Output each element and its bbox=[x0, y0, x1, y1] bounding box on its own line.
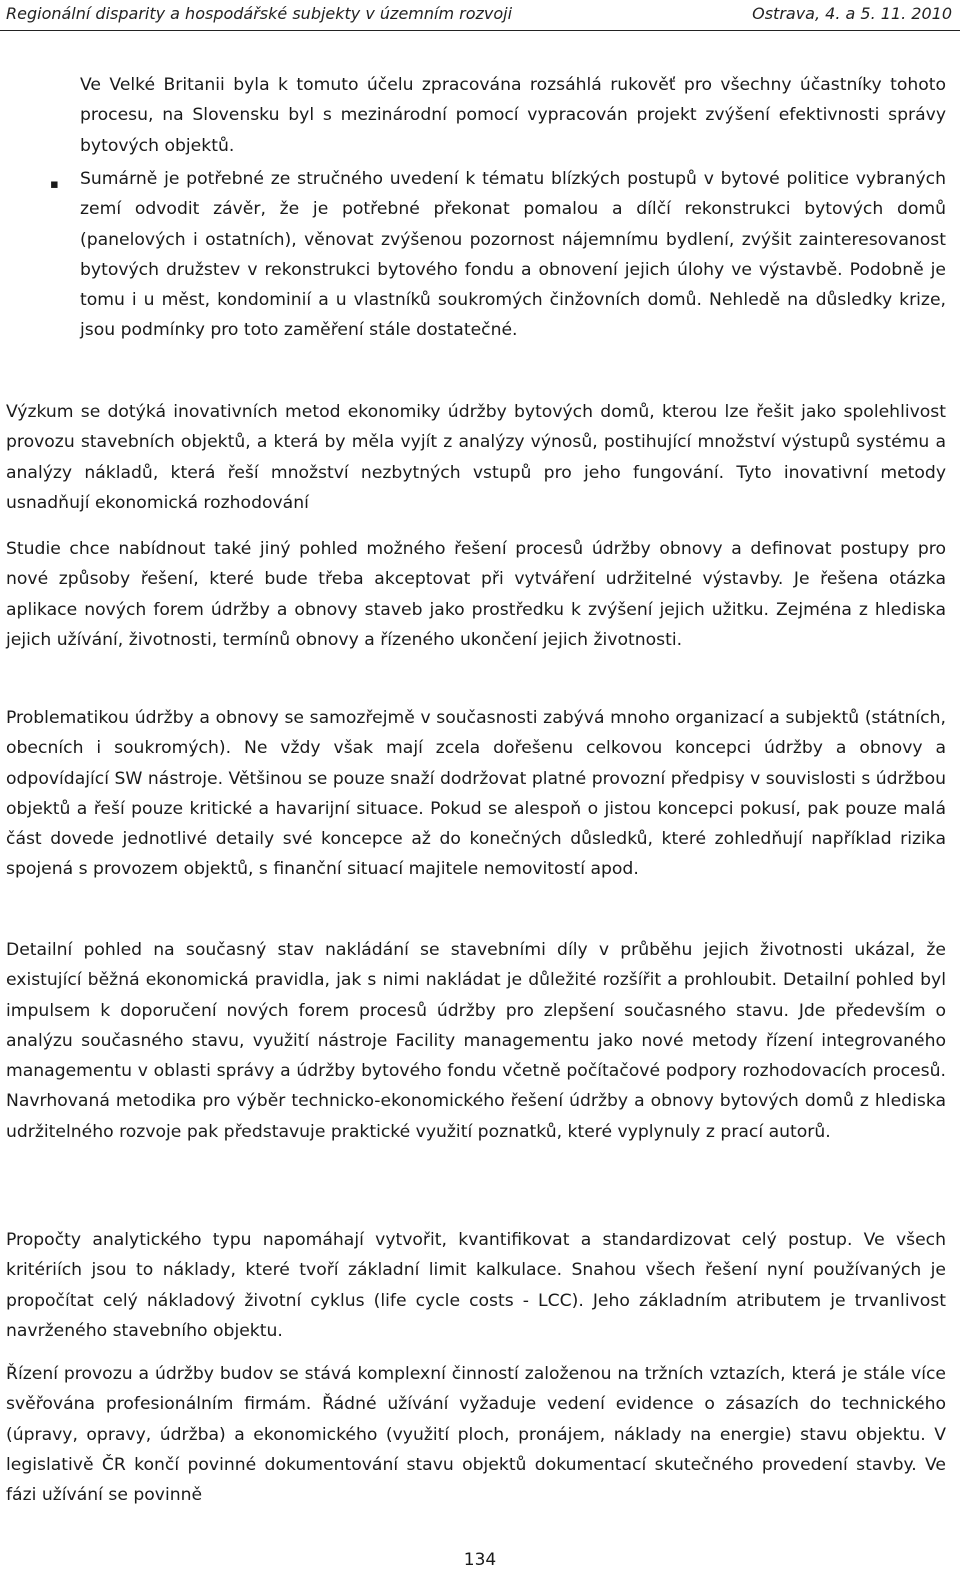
bullet-square-icon: ▪ bbox=[50, 177, 59, 192]
paragraph-detailed-view: Detailní pohled na současný stav nakládání se stavebními díly v průběhu jejich životnosti ukázal, že existující běžná ekonomická pravidla, jak s nimi nakládat je důležité rozšířit a prohloubit. Detailní pohled byl impulsem k doporučení nových forem procesů údržby pro zlepšení současného stavu. Jde především o analýzu současného stavu, využití nástroje Facility managementu jako nové metody řízení integrovaného managementu v oblasti správy a údržby bytového fondu včetně počítačové podpory rozhodovacích procesů. Navrhovaná metodika pro výběr technicko-ekonomického řešení údržby a obnovy bytových domů z hlediska udržitelného rozvoje pak představuje praktické využití poznatků, které vyplynuly z prací autorů. bbox=[6, 940, 946, 1142]
paragraph-operations: Řízení provozu a údržby budov se stává komplexní činností založenou na tržních vztazích, která je stále více svěřována profesionálním firmám. Řádné užívání vyžaduje vedení evidence o zásazích do technického (úpravy, opravy, údržba) a ekonomického (využití ploch, pronájem, náklady na energie) stavu objektu. V legislativě ČR končí povinné dokumentování stavu objektů dokumentací skutečného provedení stavby. Ve fázi užívání se povinně bbox=[6, 1364, 946, 1506]
paragraph-calculations: Propočty analytického typu napomáhají vytvořit, kvantifikovat a standardizovat celý postup. Ve všech kritériích jsou to náklady, které tvoří základní limit kalkulace. Snahou všech řešení nyní používaných je propočítat celý nákladový životní cyklus (life cycle costs - LCC). Jeho základním atributem je trvanlivost navrženého stavebního objektu. bbox=[6, 1230, 946, 1341]
page-number: 134 bbox=[463, 1550, 497, 1570]
paragraph-problems: Problematikou údržby a obnovy se samozřejmě v současnosti zabývá mnoho organizací a subjektů (státních, obecních i soukromých). Ne vždy však mají zcela dořešenu celkovou koncepci údržby a obnovy a odpovídající SW nástroje. Většinou se pouze snaží dodržovat platné provozní předpisy v souvislosti s údržbou objektů a řeší pouze kritické a havarijní situace. Pokud se alespoň o jistou koncepci pokusí, pak pouze malá část dovede jednotlivé detaily své koncepce až do konečných důsledků, které zohledňují například rizika spojená s provozem objektů, s finanční situací majitele nemovitostí apod. bbox=[6, 708, 946, 880]
paragraph-study: Studie chce nabídnout také jiný pohled možného řešení procesů údržby obnovy a definovat postupy pro nové způsoby řešení, které bude třeba akceptovat při vytváření udržitelné výstavby. Je řešena otázka aplikace nových forem údržby a obnovy staveb jako prostředku k zvýšení jejich užitku. Zejména z hlediska jejich užívání, životnosti, termínů obnovy a řízeného ukončení jejich životnosti. bbox=[6, 539, 946, 650]
running-header bbox=[0, 0, 960, 31]
paragraph-uk-slovakia: Ve Velké Britanii byla k tomuto účelu zpracována rozsáhlá rukověť pro všechny účastníky tohoto procesu, na Slovensku byl s mezinárodní pomocí vypracován projekt zvýšení efektivnosti správy bytových objektů. bbox=[80, 75, 946, 156]
paragraph-research: Výzkum se dotýká inovativních metod ekonomiky údržby bytových domů, kterou lze řešit jako spolehlivost provozu stavebních objektů, a která by měla vyjít z analýzy výnosů, postihující množství výstupů systému a analýzy nákladů, která řeší množství nezbytných vstupů pro jeho fungování. Tyto inovativní metody usnadňují ekonomická rozhodování bbox=[6, 402, 946, 513]
header-conference-title: Regionální disparity a hospodářské subjekty v územním rozvoji bbox=[6, 4, 513, 23]
paragraph-bullet-summary: Sumárně je potřebné ze stručného uvedení k tématu blízkých postupů v bytové politice vybraných zemí odvodit závěr, že je potřebné překonat pomalou a dílčí rekonstrukci bytových domů (panelových i ostatních), věnovat zvýšenou pozornost nájemnímu bydlení, zvýšit zainteresovanost bytových družstev v rekonstrukci bytového fondu a obnovení jejich úlohy ve výstavbě. Podobně je tomu i u měst, kondominií a u vlastníků soukromých činžovních domů. Nehledě na důsledky krize, jsou podmínky pro toto zaměření stále dostatečné. bbox=[80, 169, 946, 341]
header-place-date: Ostrava, 4. a 5. 11. 2010 bbox=[752, 4, 952, 23]
